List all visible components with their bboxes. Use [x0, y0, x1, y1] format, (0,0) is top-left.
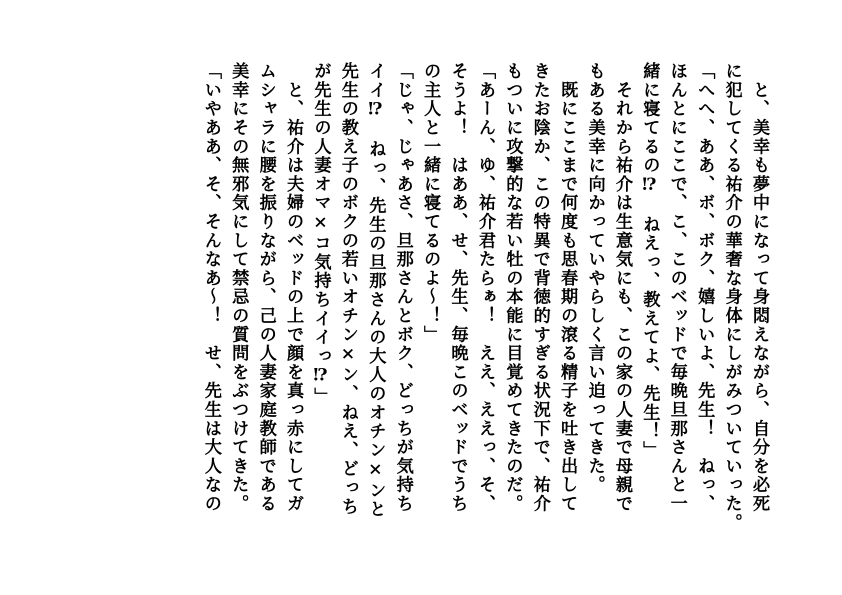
text-line: 「じゃ、じゃあさ、旦那さんとボク、どっちが気持ち	[392, 62, 413, 514]
text-line: そうよ！ はああ、せ、先生、毎晩このベッドでうち	[447, 62, 468, 514]
text-line: きたお陰か、この特異で背徳的すぎる状況下で、祐介	[529, 62, 550, 514]
text-line: 「いやああ、そ、そんなあ～！ せ、先生は大人なの	[200, 62, 221, 514]
vertical-text-body	[196, 62, 772, 542]
text-line: 「へへ、ああ、ボ、ボク、嬉しいよ、先生！ ねっ、	[694, 62, 715, 514]
text-line: ほんとにここで、こ、このベッドで毎晩旦那さんと一	[666, 62, 687, 514]
text-line: 美幸にその無邪気にして禁忌の質問をぶつけてきた。	[228, 62, 249, 514]
text-line: もある美幸に向かっていやらしく言い迫ってきた。	[584, 62, 605, 495]
text-line: ムシャラに腰を振りながら、己の人妻家庭教師である	[255, 62, 276, 514]
text-line: イイ⁉ ねっ、先生の旦那さんの大人のオチン×ンと	[365, 62, 386, 519]
text-line: 先生の教え子のボクの若いオチン×ン、ねえ、どっち	[337, 62, 358, 516]
text-line: もついに攻撃的な若い牡の本能に目覚めてきたのだ。	[502, 62, 523, 514]
text-line: に犯してくる祐介の華奢な身体にしがみついていった。	[721, 62, 742, 532]
text-line: が先生の人妻オマ×コ気持ちイイっ⁉」	[310, 62, 331, 406]
text-line: 「あーん、ゆ、祐介君たらぁ！ ええ、ええっ、そ、	[474, 62, 495, 514]
text-line: と、祐介は夫婦のベッドの上で顔を真っ赤にしてガ	[283, 62, 304, 514]
text-line: 既にここまで何度も思春期の滾る精子を吐き出して	[557, 62, 578, 514]
text-line: の主人と一緒に寝てるのよ～！」	[420, 62, 441, 344]
text-line: それから祐介は生意気にも、この家の人妻で母親で	[611, 62, 632, 514]
text-line: と、美幸も夢中になって身悶えながら、自分を必死	[749, 62, 769, 514]
text-line: 緒に寝てるの⁉ ねえっ、教えてよ、先生！」	[639, 62, 660, 460]
